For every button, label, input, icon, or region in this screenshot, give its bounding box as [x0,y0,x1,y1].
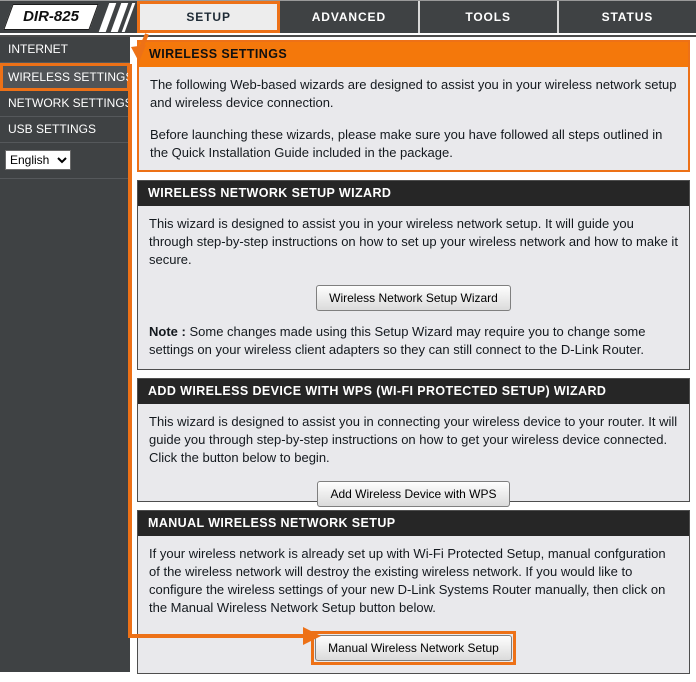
intro-paragraph: Before launching these wizards, please make sure you have followed all steps outlined in the Quick Installation Guide included in the package. [150,127,663,160]
sidebar-item-usb-settings[interactable]: USB SETTINGS [0,117,130,143]
language-row [0,143,130,179]
manual-setup-button-highlight [311,631,516,665]
device-model-badge [3,4,98,30]
tab-status[interactable]: STATUS [557,1,696,33]
tab-advanced[interactable]: ADVANCED [311,10,387,24]
sidebar-item-wireless-settings[interactable]: WIRELESS SETTINGS [0,63,130,91]
section-wireless-settings [137,40,690,172]
sidebar-item-internet[interactable]: INTERNET [0,37,130,63]
section-manual-wireless-network-setup [137,510,690,674]
section-title-add-wireless-device-wps: ADD WIRELESS DEVICE WITH WPS (WI-FI PROTECTED SETUP) WIZARD [138,379,689,404]
note-text: Some changes made using this Setup Wizard may require you to change some settings on your wireless client adapters so they can still connect to the D-Link Router. [149,324,646,357]
add-wireless-device-wps-button[interactable]: Add Wireless Device with WPS [317,481,509,507]
manual-wireless-network-setup-button[interactable]: Manual Wireless Network Setup [315,635,512,661]
section-body [138,206,689,359]
section-title-manual-wireless-network-setup: MANUAL WIRELESS NETWORK SETUP [138,511,689,536]
top-navigation [0,0,696,33]
section-wireless-network-setup-wizard [137,180,690,370]
device-model-label: DIR-825 [23,8,79,25]
wps-description: This wizard is designed to assist you in connecting your wireless device to your router. It will guide you through step-by-step instructions on how to get your wireless device connected. Click the button below to begin. [149,414,678,465]
button-row [149,481,678,507]
sidebar [0,37,134,672]
section-add-wireless-device-wps [137,378,690,502]
note-paragraph [149,323,678,359]
language-select[interactable] [5,150,71,170]
device-logo [0,1,137,33]
section-body [138,536,689,665]
manual-setup-description: If your wireless network is already set up with Wi-Fi Protected Setup, manual confguration of the wireless network will destroy the existing wireless network. If you would like to configure the wireless settings of your new D-Link Systems Router manually, then click on the Manual Wireless Network Setup button below. [149,546,666,615]
tab-setup[interactable]: SETUP [137,1,280,33]
section-title-wireless-network-setup-wizard: WIRELESS NETWORK SETUP WIZARD [138,181,689,206]
wireless-network-setup-wizard-button[interactable]: Wireless Network Setup Wizard [316,285,511,311]
intro-paragraph: The following Web-based wizards are designed to assist you in your wireless network setup and wireless device connection. [150,77,677,110]
tab-tools[interactable]: TOOLS [418,1,557,33]
note-label: Note : [149,324,186,339]
section-title-wireless-settings: WIRELESS SETTINGS [139,42,688,67]
button-row [149,285,678,311]
sidebar-item-network-settings[interactable]: NETWORK SETTINGS [0,91,130,117]
section-body [138,404,689,507]
section-body [139,67,688,162]
wizard-description: This wizard is designed to assist you in your wireless network setup. It will guide you through step-by-step instructions on how to set up your wireless network and how to make it secure. [149,216,678,267]
button-row [149,631,678,665]
